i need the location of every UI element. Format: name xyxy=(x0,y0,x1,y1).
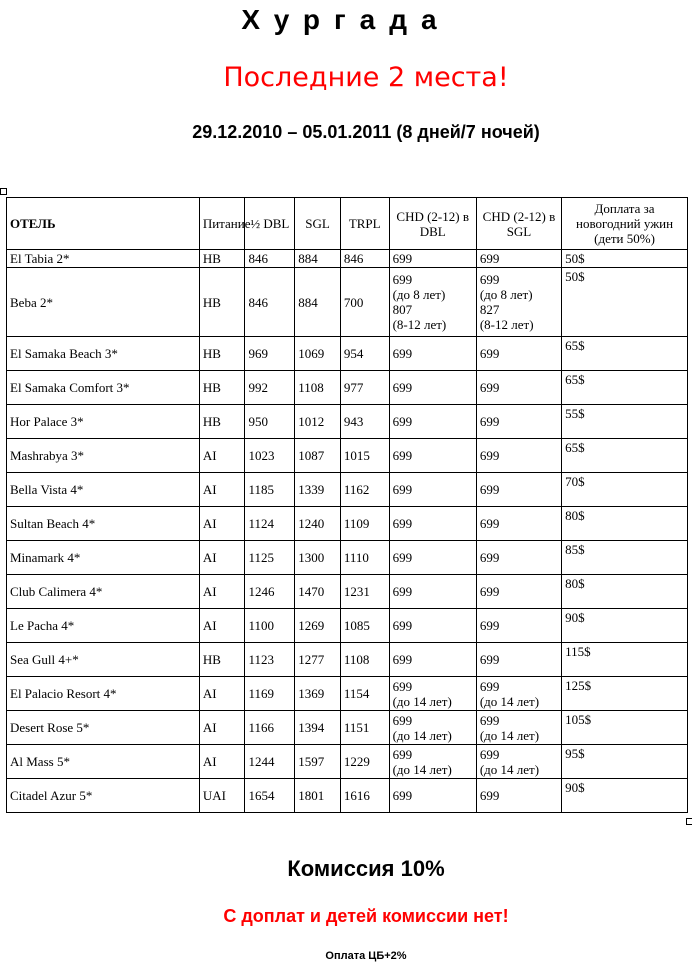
dbl-price-cell: 1244 xyxy=(245,745,295,779)
dbl-price-cell: 1125 xyxy=(245,541,295,575)
meal-cell: HB xyxy=(199,405,245,439)
chd-dbl-cell: 699 xyxy=(389,541,476,575)
sgl-price-cell: 1269 xyxy=(295,609,341,643)
tour-dates: 29.12.2010 – 05.01.2011 (8 дней/7 ночей) xyxy=(192,122,540,142)
header-dbl: ½ DBL xyxy=(245,198,295,250)
hotel-name-cell: Desert Rose 5* xyxy=(7,711,200,745)
dbl-price-cell: 950 xyxy=(245,405,295,439)
chd-sgl-cell: 699 xyxy=(476,439,561,473)
payment-note: Оплата ЦБ+2% xyxy=(325,950,407,962)
sgl-price-cell: 1240 xyxy=(295,507,341,541)
no-commission-note: С доплат и детей комиссии нет! xyxy=(223,906,509,926)
chd-sgl-cell: 699 xyxy=(476,371,561,405)
sgl-price-cell: 1012 xyxy=(295,405,341,439)
sgl-price-cell: 1394 xyxy=(295,711,341,745)
chd-dbl-cell: 699 xyxy=(389,250,476,268)
chd-dbl-cell: 699 xyxy=(389,609,476,643)
dbl-price-cell: 1185 xyxy=(245,473,295,507)
chd-dbl-cell: 699 xyxy=(389,643,476,677)
dbl-price-cell: 1124 xyxy=(245,507,295,541)
table-row xyxy=(7,439,688,473)
hotel-name-cell: Club Calimera 4* xyxy=(7,575,200,609)
dbl-price-cell: 1246 xyxy=(245,575,295,609)
trpl-price-cell: 1229 xyxy=(340,745,389,779)
chd-sgl-cell: 699 xyxy=(476,473,561,507)
chd-sgl-cell: 699 (до 8 лет) 827 (8-12 лет) xyxy=(476,268,561,337)
supplement-cell: 105$ xyxy=(562,711,688,745)
trpl-price-cell: 1151 xyxy=(340,711,389,745)
chd-dbl-cell: 699 (до 14 лет) xyxy=(389,677,476,711)
header-meal: Питание xyxy=(199,198,245,250)
dbl-price-cell: 1100 xyxy=(245,609,295,643)
chd-dbl-cell: 699 xyxy=(389,779,476,813)
price-table xyxy=(6,197,688,813)
table-row xyxy=(7,745,688,779)
trpl-price-cell: 954 xyxy=(340,337,389,371)
header-chd-sgl: CHD (2-12) в SGL xyxy=(476,198,561,250)
supplement-cell: 90$ xyxy=(562,609,688,643)
meal-cell: AI xyxy=(199,439,245,473)
meal-cell: AI xyxy=(199,507,245,541)
chd-dbl-cell: 699 xyxy=(389,473,476,507)
table-row xyxy=(7,405,688,439)
table-row xyxy=(7,609,688,643)
chd-sgl-cell: 699 xyxy=(476,337,561,371)
table-row xyxy=(7,268,688,337)
sgl-price-cell: 1108 xyxy=(295,371,341,405)
meal-cell: AI xyxy=(199,609,245,643)
meal-cell: HB xyxy=(199,371,245,405)
hotel-name-cell: Al Mass 5* xyxy=(7,745,200,779)
meal-cell: HB xyxy=(199,250,245,268)
hotel-name-cell: Sea Gull 4+* xyxy=(7,643,200,677)
chd-sgl-cell: 699 xyxy=(476,609,561,643)
hotel-name-cell: El Samaka Beach 3* xyxy=(7,337,200,371)
meal-cell: AI xyxy=(199,677,245,711)
supplement-cell: 65$ xyxy=(562,439,688,473)
meal-cell: HB xyxy=(199,643,245,677)
meal-cell: AI xyxy=(199,575,245,609)
supplement-cell: 65$ xyxy=(562,337,688,371)
meal-cell: AI xyxy=(199,711,245,745)
header-sgl: SGL xyxy=(295,198,341,250)
trpl-price-cell: 1109 xyxy=(340,507,389,541)
meal-cell: UAI xyxy=(199,779,245,813)
trpl-price-cell: 1015 xyxy=(340,439,389,473)
trpl-price-cell: 700 xyxy=(340,268,389,337)
trpl-price-cell: 943 xyxy=(340,405,389,439)
sgl-price-cell: 1087 xyxy=(295,439,341,473)
dbl-price-cell: 1123 xyxy=(245,643,295,677)
sgl-price-cell: 884 xyxy=(295,268,341,337)
sgl-price-cell: 1277 xyxy=(295,643,341,677)
chd-dbl-cell: 699 xyxy=(389,405,476,439)
table-row xyxy=(7,541,688,575)
hotel-name-cell: El Tabia 2* xyxy=(7,250,200,268)
dbl-price-cell: 1169 xyxy=(245,677,295,711)
chd-dbl-cell: 699 xyxy=(389,337,476,371)
hotel-name-cell: Mashrabya 3* xyxy=(7,439,200,473)
chd-sgl-cell: 699 xyxy=(476,575,561,609)
sgl-price-cell: 1069 xyxy=(295,337,341,371)
trpl-price-cell: 1108 xyxy=(340,643,389,677)
trpl-price-cell: 1110 xyxy=(340,541,389,575)
hotel-name-cell: Bella Vista 4* xyxy=(7,473,200,507)
table-header-row xyxy=(7,198,688,250)
supplement-cell: 50$ xyxy=(562,268,688,337)
table-row xyxy=(7,643,688,677)
table-row xyxy=(7,711,688,745)
table-row xyxy=(7,473,688,507)
sgl-price-cell: 1339 xyxy=(295,473,341,507)
supplement-cell: 80$ xyxy=(562,575,688,609)
table-resize-handle[interactable] xyxy=(686,818,692,825)
hotel-name-cell: Sultan Beach 4* xyxy=(7,507,200,541)
sgl-price-cell: 1300 xyxy=(295,541,341,575)
hotel-name-cell: El Palacio Resort 4* xyxy=(7,677,200,711)
table-row xyxy=(7,575,688,609)
supplement-cell: 50$ xyxy=(562,250,688,268)
trpl-price-cell: 1231 xyxy=(340,575,389,609)
header-chd-dbl: CHD (2-12) в DBL xyxy=(389,198,476,250)
chd-dbl-cell: 699 xyxy=(389,371,476,405)
chd-sgl-cell: 699 xyxy=(476,507,561,541)
table-row xyxy=(7,677,688,711)
meal-cell: AI xyxy=(199,745,245,779)
sgl-price-cell: 1369 xyxy=(295,677,341,711)
table-row xyxy=(7,507,688,541)
chd-sgl-cell: 699 xyxy=(476,250,561,268)
dbl-price-cell: 1166 xyxy=(245,711,295,745)
chd-dbl-cell: 699 xyxy=(389,507,476,541)
hotel-name-cell: El Samaka Comfort 3* xyxy=(7,371,200,405)
chd-dbl-cell: 699 xyxy=(389,575,476,609)
meal-cell: HB xyxy=(199,337,245,371)
meal-cell: HB xyxy=(199,268,245,337)
chd-sgl-cell: 699 xyxy=(476,541,561,575)
hotel-name-cell: Beba 2* xyxy=(7,268,200,337)
hotel-name-cell: Minamark 4* xyxy=(7,541,200,575)
chd-sgl-cell: 699 (до 14 лет) xyxy=(476,677,561,711)
chd-sgl-cell: 699 (до 14 лет) xyxy=(476,711,561,745)
meal-cell: AI xyxy=(199,473,245,507)
header-trpl: TRPL xyxy=(340,198,389,250)
table-row xyxy=(7,371,688,405)
table-row xyxy=(7,250,688,268)
supplement-cell: 80$ xyxy=(562,507,688,541)
table-move-handle[interactable] xyxy=(0,188,7,195)
trpl-price-cell: 846 xyxy=(340,250,389,268)
trpl-price-cell: 1154 xyxy=(340,677,389,711)
dbl-price-cell: 1654 xyxy=(245,779,295,813)
header-hotel: ОТЕЛЬ xyxy=(7,198,200,250)
supplement-cell: 115$ xyxy=(562,643,688,677)
trpl-price-cell: 1162 xyxy=(340,473,389,507)
dbl-price-cell: 1023 xyxy=(245,439,295,473)
chd-dbl-cell: 699 xyxy=(389,439,476,473)
trpl-price-cell: 977 xyxy=(340,371,389,405)
hotel-name-cell: Le Pacha 4* xyxy=(7,609,200,643)
chd-sgl-cell: 699 xyxy=(476,779,561,813)
trpl-price-cell: 1085 xyxy=(340,609,389,643)
supplement-cell: 85$ xyxy=(562,541,688,575)
subtitle-last-places: Последние 2 места! xyxy=(223,62,509,93)
table-row xyxy=(7,337,688,371)
supplement-cell: 70$ xyxy=(562,473,688,507)
hotel-name-cell: Hor Palace 3* xyxy=(7,405,200,439)
meal-cell: AI xyxy=(199,541,245,575)
dbl-price-cell: 846 xyxy=(245,268,295,337)
chd-sgl-cell: 699 xyxy=(476,405,561,439)
chd-dbl-cell: 699 (до 14 лет) xyxy=(389,745,476,779)
commission: Комиссия 10% xyxy=(287,856,445,881)
sgl-price-cell: 1597 xyxy=(295,745,341,779)
table-row xyxy=(7,779,688,813)
chd-sgl-cell: 699 (до 14 лет) xyxy=(476,745,561,779)
chd-sgl-cell: 699 xyxy=(476,643,561,677)
supplement-cell: 125$ xyxy=(562,677,688,711)
trpl-price-cell: 1616 xyxy=(340,779,389,813)
dbl-price-cell: 846 xyxy=(245,250,295,268)
chd-dbl-cell: 699 (до 14 лет) xyxy=(389,711,476,745)
sgl-price-cell: 884 xyxy=(295,250,341,268)
supplement-cell: 65$ xyxy=(562,371,688,405)
supplement-cell: 95$ xyxy=(562,745,688,779)
sgl-price-cell: 1470 xyxy=(295,575,341,609)
page-title: Хургада xyxy=(241,4,451,35)
dbl-price-cell: 969 xyxy=(245,337,295,371)
hotel-name-cell: Citadel Azur 5* xyxy=(7,779,200,813)
sgl-price-cell: 1801 xyxy=(295,779,341,813)
supplement-cell: 90$ xyxy=(562,779,688,813)
dbl-price-cell: 992 xyxy=(245,371,295,405)
header-supplement: Доплата за новогодний ужин (дети 50%) xyxy=(562,198,688,250)
chd-dbl-cell: 699 (до 8 лет) 807 (8-12 лет) xyxy=(389,268,476,337)
supplement-cell: 55$ xyxy=(562,405,688,439)
